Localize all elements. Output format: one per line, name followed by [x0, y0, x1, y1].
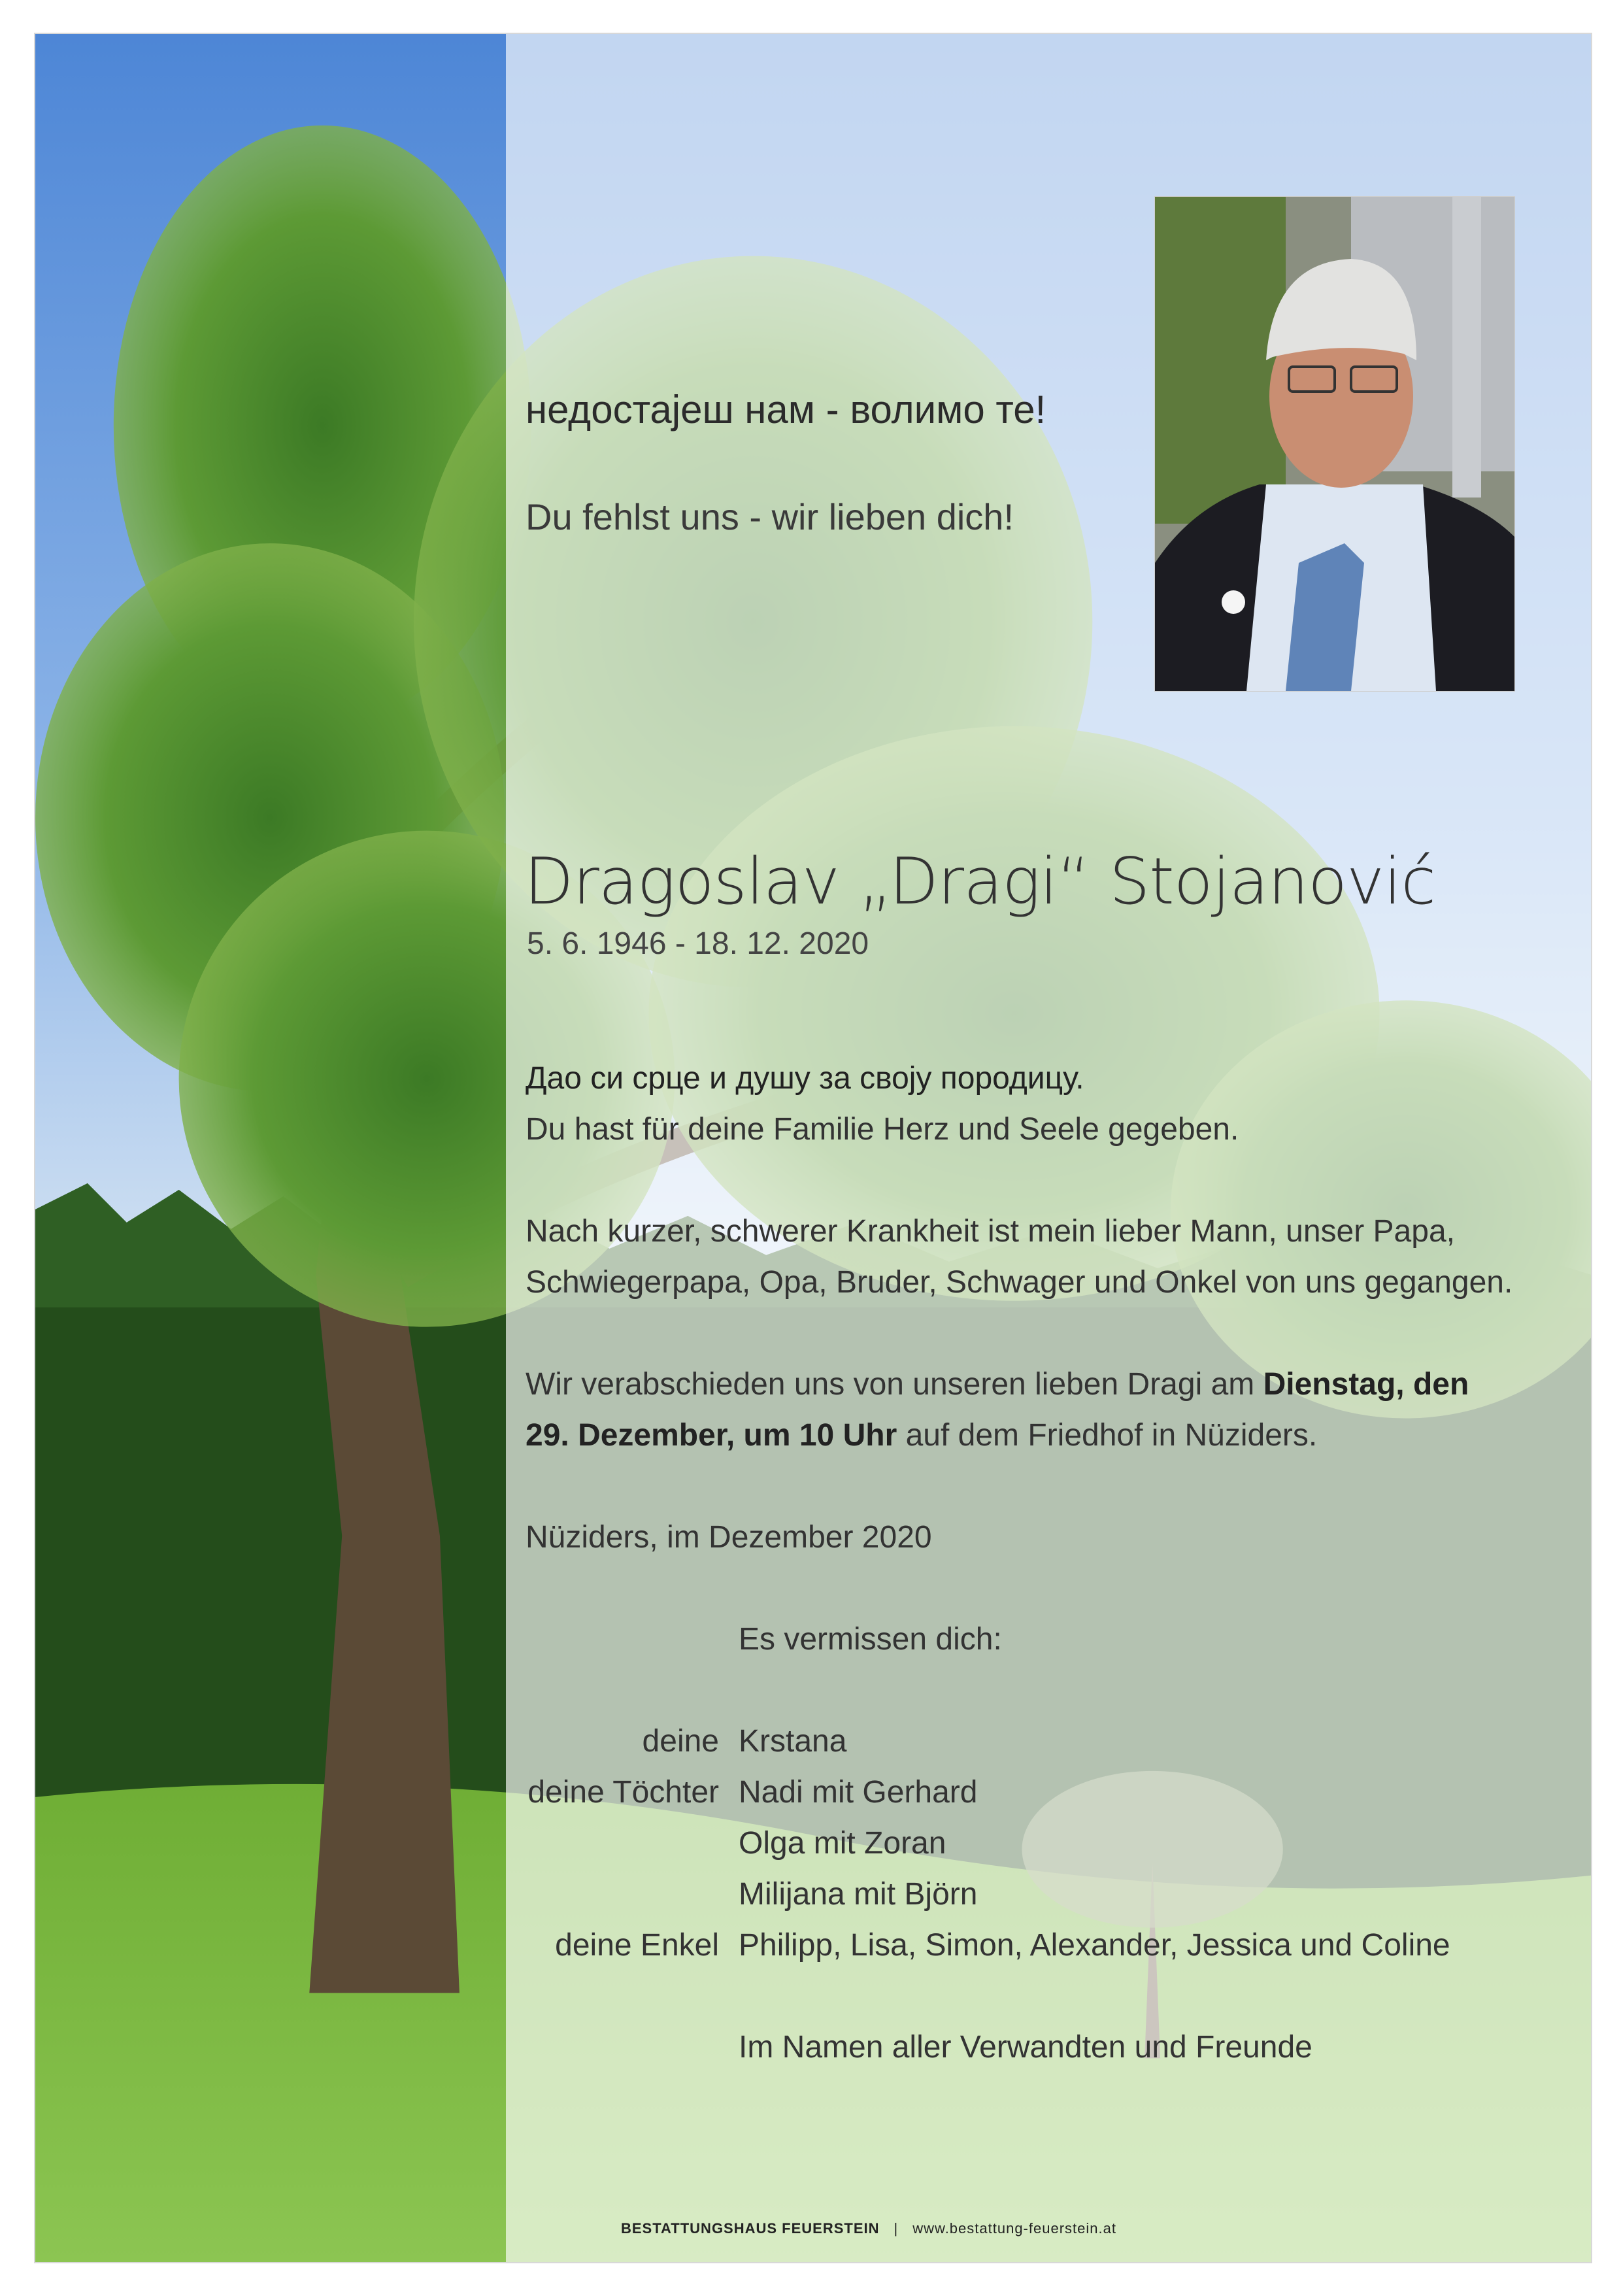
- mourner-value: Krstana: [739, 1724, 847, 1759]
- serbian-slogan: недостајеш нам - волимо те!: [526, 388, 1046, 431]
- mourner-label: deine Enkel: [555, 1928, 719, 1963]
- mourners-heading: Es vermissen dich:: [739, 1622, 1002, 1657]
- mourner-value: Nadi mit Gerhard: [739, 1775, 978, 1810]
- funeral-home-website[interactable]: www.bestattung-feuerstein.at: [912, 2220, 1116, 2237]
- funeral-line-2: [526, 1417, 1317, 1453]
- footer-separator: |: [894, 2220, 899, 2237]
- funeral-date-time: 29. Dezember, um 10 Uhr: [526, 1418, 897, 1453]
- closing-line: Im Namen aller Verwandten und Freunde: [739, 2030, 1312, 2065]
- place-and-date: Nüziders, im Dezember 2020: [526, 1520, 932, 1555]
- mourner-value: Philipp, Lisa, Simon, Alexander, Jessica und Coline: [739, 1928, 1450, 1963]
- serbian-dedication: Дао си срце и душу за своју породицу.: [526, 1061, 1084, 1096]
- funeral-line-2-text: auf dem Friedhof in Nüziders.: [897, 1418, 1318, 1453]
- deceased-name: Dragoslav „Dragi“ Stojanović: [524, 845, 1436, 919]
- footer: [621, 2220, 1116, 2237]
- portrait-photo: [1154, 196, 1515, 692]
- funeral-day: Dienstag, den: [1263, 1367, 1469, 1402]
- obituary-card: [34, 33, 1592, 2263]
- announcement-line-2: Schwiegerpapa, Opa, Bruder, Schwager und Onkel von uns gegangen.: [526, 1265, 1513, 1300]
- mourner-value: Milijana mit Björn: [739, 1877, 978, 1912]
- mourner-value: Olga mit Zoran: [739, 1826, 946, 1861]
- german-slogan: Du fehlst uns - wir lieben dich!: [526, 496, 1014, 537]
- life-dates: 5. 6. 1946 - 18. 12. 2020: [527, 926, 869, 961]
- portrait-image: [1155, 197, 1514, 691]
- mourner-label: deine Töchter: [527, 1775, 719, 1810]
- funeral-line-1-text: Wir verabschieden uns von unseren lieben Dragi am: [526, 1367, 1263, 1402]
- announcement-line-1: Nach kurzer, schwerer Krankheit ist mein lieber Mann, unser Papa,: [526, 1214, 1455, 1249]
- funeral-home-name: BESTATTUNGSHAUS FEUERSTEIN: [621, 2220, 880, 2237]
- german-dedication: Du hast für deine Familie Herz und Seele gegeben.: [526, 1112, 1239, 1147]
- funeral-line-1: [526, 1366, 1469, 1402]
- mourner-label: deine: [642, 1724, 719, 1759]
